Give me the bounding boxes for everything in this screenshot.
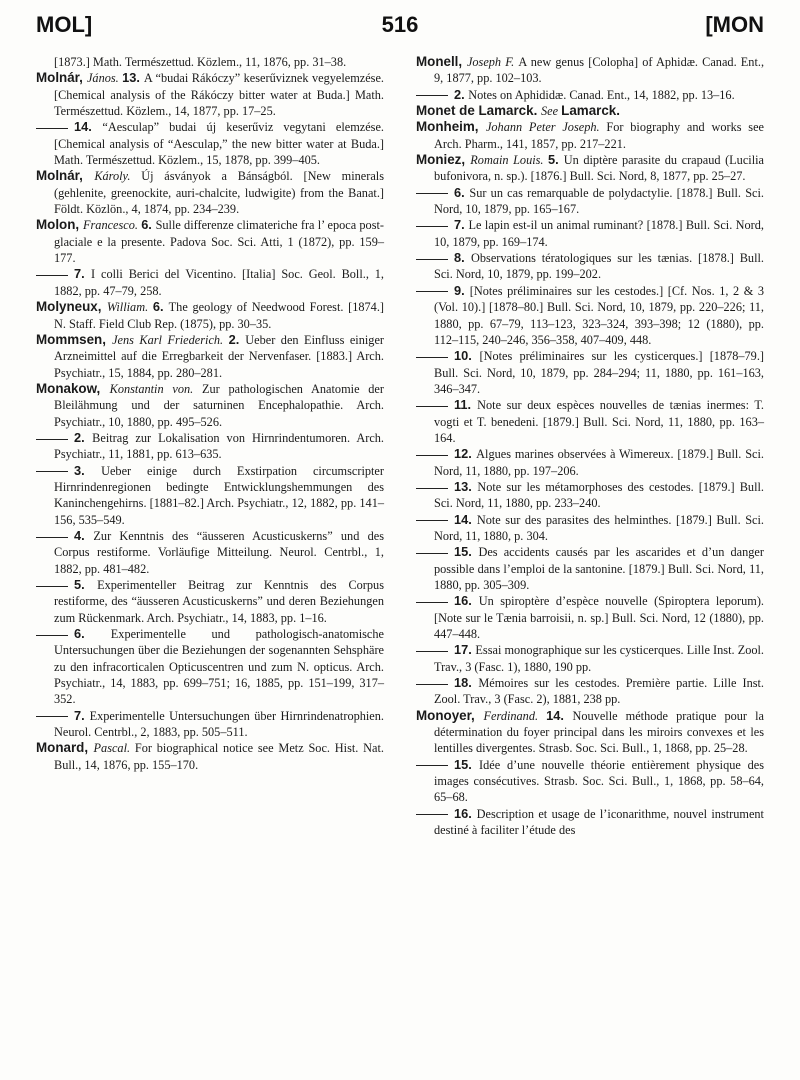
ditto-dash — [416, 291, 448, 292]
entry-author: Monheim, — [416, 119, 486, 135]
entry-text: Zur Kenntnis des “äusseren Acusticuskerns” und des Corpus restiforme. Vorläufige Mitteilung. Neurol. Centrbl., 1, 1882, pp. 481–482. — [54, 528, 384, 576]
bibliography-entry — [416, 479, 764, 512]
entry-author: Monet de Lamarck. — [416, 103, 542, 119]
entry-given-name: William. — [106, 300, 153, 315]
entry-author: Molyneux, — [36, 299, 107, 315]
bibliography-entry — [36, 528, 384, 577]
ditto-dash — [416, 651, 448, 652]
bibliography-entry — [416, 103, 764, 119]
bibliography-entry — [36, 70, 384, 119]
header-right: [MON — [705, 12, 764, 37]
entry-text: Note sur deux espèces nouvelles de tænias inermes: T. vogti et T. benedeni. [1879.] Bull. Sci. Nord, 11, 1880, pp. 163–164. — [434, 398, 765, 445]
entry-number: 5. — [548, 152, 564, 168]
entry-text: [Notes préliminaires sur les cestodes.] [Cf. Nos. 1, 2 & 3 (Vol. 10).] [1878–80.] Bull. Sci. Nord, 10, 1879, pp. 220–226; 11, 1880, pp. 67–79, 113–123, 323–324, 393–398; 12 (1880), pp. 112–115, 240–246, 356–358, 407–409, 448. — [434, 283, 765, 347]
entry-given-name: Pascal. — [93, 741, 135, 756]
ditto-dash — [416, 488, 448, 489]
entry-text: Idée d’une nouvelle théorie entièrement physique des images consécutives. Strasb. Soc. Sci. Bull., 1, 1868, pp. 58–64, 65–68. — [434, 757, 764, 805]
entry-text: [1873.] Math. Természettud. Közlem., 11, 1876, pp. 31–38. — [54, 55, 347, 69]
entry-text: Essai monographique sur les cysticerques. Lille Inst. Zool. Trav., 3 (Fasc. 1), 1880, 190 pp. — [434, 643, 764, 674]
ditto-dash — [416, 765, 448, 766]
entry-number: 18. — [454, 675, 479, 691]
entry-text: Notes on Aphididæ. Canad. Ent., 14, 1882, pp. 13–16. — [468, 87, 735, 102]
entry-text: For biographical notice see Metz Soc. Hist. Nat. Bull., 14, 1876, pp. 155–170. — [54, 741, 385, 772]
entry-text: Note sur les métamorphoses des cestodes. [1879.] Bull. Sci. Nord, 11, 1880, pp. 233–240. — [434, 479, 764, 511]
bibliography-entry — [416, 446, 764, 479]
entry-text: The geology of Needwood Forest. [1874.] N. Staff. Field Club Rep. (1875), pp. 30–35. — [54, 300, 384, 331]
entry-given-name: Johann Peter Joseph. — [485, 120, 607, 135]
bibliography-entry — [36, 430, 384, 463]
bibliography-entry — [36, 217, 384, 266]
bibliography-entry — [36, 708, 384, 741]
ditto-dash — [36, 471, 68, 472]
entry-number: 6. — [454, 184, 470, 200]
ditto-dash — [416, 553, 448, 554]
entry-text: Új ásványok a Bánságból. [New minerals (gehlenite, greenockite, auri-chalcite, ludwigite) from the Banat.] Földt. Közlön., 4, 1874, pp. 234–239. — [54, 169, 384, 217]
bibliography-entry — [36, 54, 384, 70]
bibliography-entry — [36, 332, 384, 381]
ditto-dash — [416, 814, 448, 815]
entry-author: Monell, — [416, 54, 467, 69]
bibliography-entry — [36, 299, 384, 332]
bibliography-entry — [416, 675, 764, 708]
entry-text: I colli Berici del Vicentino. [Italia] Soc. Geol. Boll., 1, 1882, pp. 47–79, 258. — [54, 267, 384, 298]
ditto-dash — [416, 406, 448, 407]
bibliography-entry — [416, 544, 764, 593]
ditto-dash — [416, 520, 448, 521]
page-number: 516 — [381, 12, 419, 37]
bibliography-entry — [36, 740, 384, 773]
entry-number: 14. — [546, 707, 573, 723]
ditto-dash — [36, 439, 68, 440]
ditto-dash — [416, 684, 448, 685]
entry-number: 2. — [228, 331, 246, 347]
bibliography-entry — [36, 168, 384, 217]
entry-number: 17. — [454, 642, 476, 658]
bibliography-entry — [416, 757, 764, 806]
entry-text: Des accidents causés par les ascarides et d’un danger possible dans l’emploi de la santonine. [1879.] Bull. Sci. Nord, 11, 1880, pp. 305–309. — [434, 545, 764, 592]
ditto-dash — [416, 226, 448, 227]
ditto-dash — [36, 586, 68, 587]
entry-text: Beitrag zur Lokalisation von Hirnrindentumoren. Arch. Psychiatr., 11, 1881, pp. 613–635. — [54, 430, 385, 462]
entry-text: Nouvelle méthode pratique pour la détermination du foyer principal dans les miroirs convexes et les lentilles divergentes. Strasb. Soc. Sci. Bull., 1, 1868, pp. 25–28. — [434, 708, 764, 756]
running-header — [36, 12, 764, 46]
entry-text: Sulle differenze climateriche fra l’ epoca post-glaciale e la presente. Padova Soc. Sci. Atti, 1 (1872), pp. 159–177. — [54, 218, 384, 266]
entry-given-name: Joseph F. — [466, 55, 519, 69]
entry-text: Zur pathologischen Anatomie der Bleilähmung und der saturninen Encephalopathie. Arch. Psychiatr., 10, 1880, pp. 495–526. — [54, 381, 384, 429]
header-left: MOL] — [36, 12, 93, 37]
entry-number: 15. — [454, 756, 480, 772]
bibliography-entry — [36, 463, 384, 528]
entry-number: 11. — [454, 397, 478, 413]
entry-text: A new genus [Colopha] of Aphidæ. Canad. Ent., 9, 1877, pp. 102–103. — [434, 55, 765, 86]
bibliography-entry — [416, 806, 764, 839]
entry-given-name: Jens Karl Friederich. — [112, 332, 229, 347]
entry-number: 6. — [152, 299, 169, 315]
entry-given-name: Ferdinand. — [483, 708, 547, 723]
right-column — [416, 54, 764, 839]
entry-text: Observations tératologiques sur les tænias. [1878.] Bull. Sci. Nord, 10, 1879, pp. 199–202. — [434, 251, 764, 282]
bibliography-entry — [416, 593, 764, 642]
entry-text: Algues marines observées à Wimereux. [1879.] Bull. Sci. Nord, 11, 1880, pp. 197–206. — [434, 447, 764, 478]
entry-author: Molnár, — [36, 70, 87, 86]
bibliography-entry — [416, 87, 764, 103]
bibliography-entry — [416, 512, 764, 545]
bibliography-entry — [416, 283, 764, 348]
entry-text: Mémoires sur les cestodes. Première partie. Lille Inst. Zool. Trav., 3 (Fasc. 2), 1881, 238 pp. — [434, 676, 764, 707]
bibliography-entry — [416, 217, 764, 250]
entry-number: 2. — [454, 86, 469, 102]
entry-text: Un spiroptère d’espèce nouvelle (Spiroptera leporum). [Note sur le Tænia barroisii, n. sp.] Bull. Sci. Nord, 12 (1880), pp. 447–448. — [434, 594, 764, 642]
entry-text: Experimentelle Untersuchungen über Hirnrindenatrophien. Neurol. Centrbl., 2, 1883, pp. 505–511. — [54, 708, 384, 740]
entry-author: Monard, — [36, 740, 94, 756]
ditto-dash — [36, 128, 68, 129]
entry-text: Sur un cas remarquable de polydactylie. [1878.] Bull. Sci. Nord, 10, 1879, pp. 165–167. — [434, 185, 764, 217]
bibliography-entry — [416, 152, 764, 185]
ditto-dash — [416, 193, 448, 194]
entry-number: 2. — [74, 429, 93, 445]
ditto-dash — [36, 635, 68, 636]
entry-text: For biography and works see Arch. Pharm., 141, 1857, pp. 217–221. — [434, 120, 764, 151]
entry-text: Ueber einige durch Exstirpation circumscripter Hirnrindenregionen bedingte Entwicklungshemmungen des Kaninchengehirns. [1881–82.] Arch. Psychiatr., 12, 1882, pp. 141–156, 535–549. — [54, 463, 384, 527]
entry-author: Mommsen, — [36, 331, 113, 347]
entry-text: “Aesculap” budai új keserűviz vegytani elemzése. [Chemical analysis of “Aesculap,” the new bitter water at Buda.] Math. Természettud. Közlem., 15, 1878, pp. 399–405. — [54, 120, 384, 168]
entry-number: 4. — [74, 527, 94, 543]
entry-number: 14. — [74, 119, 103, 135]
entry-number: 6. — [141, 217, 156, 233]
entry-text: [Notes préliminaires sur les cysticerques.] [1878–79.] Bull. Sci. Nord, 10, 1879, pp. 284–294; 11, 1880, pp. 161–163, 346–347. — [434, 349, 764, 396]
bibliography-entry — [416, 250, 764, 283]
entry-text: See Lamarck. — [541, 103, 620, 119]
entry-given-name: Romain Louis. — [470, 153, 549, 168]
entry-text: Note sur des parasites des helminthes. [1879.] Bull. Sci. Nord, 11, 1880, p. 304. — [434, 512, 764, 543]
entry-text: Experimenteller Beitrag zur Kenntnis des Corpus restiforme, des “äusseren Acusticuskerns” und deren Beziehungen zum Rückenmark. Arch. Psychiatr., 14, 1883, pp. 1–16. — [54, 578, 384, 625]
entry-given-name: Károly. — [94, 169, 142, 184]
ditto-dash — [416, 455, 448, 456]
bibliography-entry — [416, 185, 764, 218]
ditto-dash — [416, 357, 448, 358]
bibliography-entry — [36, 577, 384, 626]
bibliography-entry — [416, 119, 764, 152]
ditto-dash — [36, 716, 68, 717]
ditto-dash — [36, 537, 68, 538]
entry-number: 15. — [454, 544, 479, 560]
bibliography-entry — [36, 119, 384, 168]
entry-given-name: Konstantin von. — [109, 381, 202, 396]
entry-author: Molon, — [36, 217, 83, 233]
entry-number: 7. — [74, 266, 92, 282]
entry-author: Monoyer, — [416, 707, 484, 723]
ditto-dash — [416, 602, 448, 603]
entry-given-name: János. — [86, 71, 123, 86]
entry-text: Ueber den Einfluss einiger Arzneimittel auf die Erregbarkeit der Nervenfaser. [1883.] Arch. Psychiatr., 15, 1884, pp. 280–281. — [54, 332, 384, 380]
bibliography-entry — [416, 642, 764, 675]
entry-number: 6. — [74, 626, 111, 642]
entry-number: 9. — [454, 282, 470, 298]
entry-number: 10. — [454, 348, 480, 364]
bibliography-entry — [416, 708, 764, 757]
entry-text: Description et usage de l’iconarithme, nouvel instrument destiné à faciliter l’étude des — [434, 806, 764, 838]
left-column — [36, 54, 384, 773]
entry-number: 3. — [74, 462, 102, 478]
entry-number: 16. — [454, 593, 479, 609]
entry-number: 12. — [454, 446, 477, 462]
entry-text: Experimentelle und pathologisch-anatomische Untersuchungen über die Beziehungen der sogenannten Sehsphäre zu den infracorticalen Opticuscentren und zum N. opticus. Arch. Psychiatr., 14, 1883, pp. 699–751; 16, 1885, pp. 151–199, 317–352. — [54, 627, 384, 707]
entry-number: 7. — [74, 707, 90, 723]
entry-number: 8. — [454, 250, 472, 266]
ditto-dash — [416, 259, 448, 260]
entry-given-name: Francesco. — [83, 218, 142, 233]
entry-number: 13. — [454, 478, 478, 494]
entry-text: Un diptère parasite du crapaud (Lucilia bufonivora, n. sp.). [1876.] Bull. Sci. Nord, 8, 1877, pp. 25–27. — [434, 153, 764, 184]
entry-number: 16. — [454, 805, 477, 821]
bibliography-entry — [416, 348, 764, 397]
bibliography-entry — [416, 397, 764, 446]
bibliography-entry — [36, 266, 384, 299]
entry-number: 14. — [454, 511, 477, 527]
bibliography-entry — [416, 54, 764, 87]
entry-number: 13. — [122, 70, 144, 86]
entry-text: Le lapin est-il un animal ruminant? [1878.] Bull. Sci. Nord, 10, 1879, pp. 169–174. — [434, 218, 764, 249]
entry-number: 5. — [74, 577, 98, 592]
entry-number: 7. — [454, 217, 469, 233]
entry-text: A “budai Rákóczy” keserűviznek vegyelemzése. [Chemical analysis of the Rákóczy bitter water at Buda.] Math. Természettud. Közlem., 14, 1877, pp. 17–25. — [54, 71, 384, 119]
bibliography-entry — [36, 626, 384, 708]
ditto-dash — [36, 275, 68, 276]
ditto-dash — [416, 95, 448, 96]
entry-author: Monakow, — [36, 380, 110, 396]
bibliography-entry — [36, 381, 384, 430]
entry-author: Moniez, — [416, 152, 471, 168]
entry-author: Molnár, — [36, 168, 95, 184]
